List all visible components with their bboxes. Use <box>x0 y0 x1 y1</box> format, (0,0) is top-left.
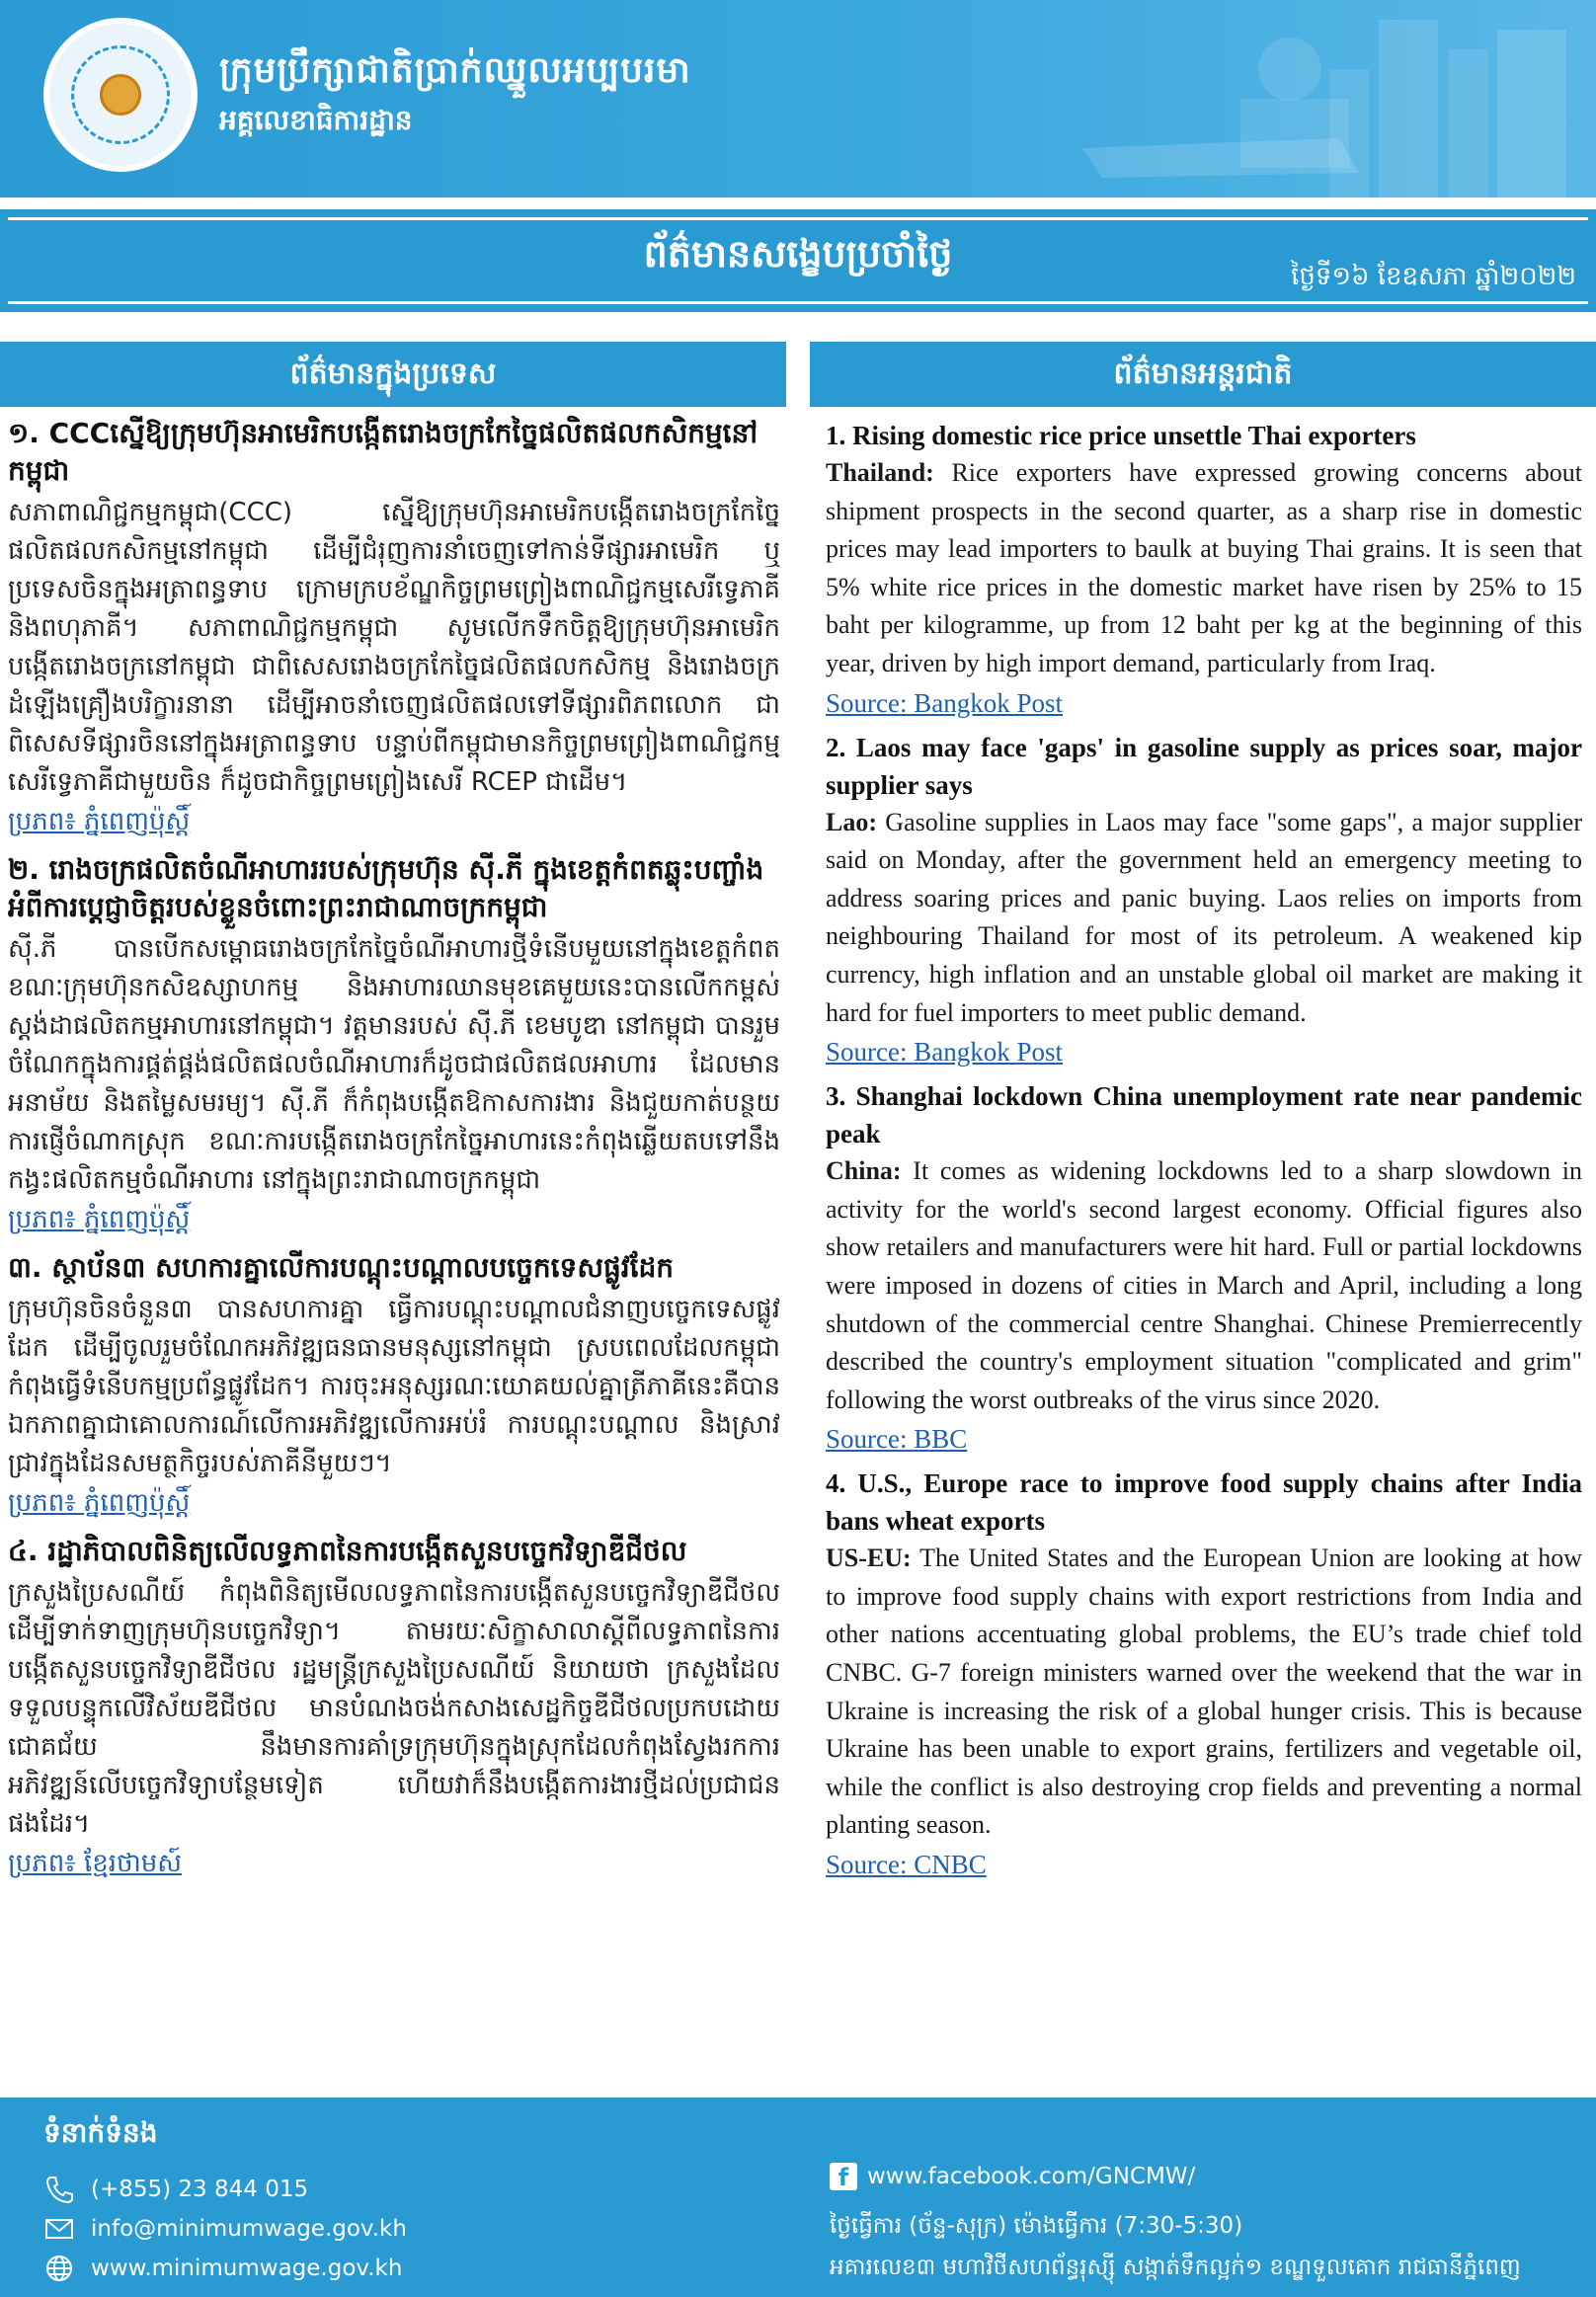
facebook-icon: f <box>830 2163 857 2190</box>
international-article <box>826 729 1582 1072</box>
article-body <box>826 1152 1582 1419</box>
domestic-news-column <box>8 415 780 1893</box>
article-title: ៣. ស្ថាប័ន៣ សហការគ្នាលើការបណ្តុះបណ្តាលបច្ចេកទេសផ្លូវដែក <box>8 1251 675 1284</box>
article-text: Gasoline supplies in Laos may face "some gaps", a major supplier said on Monday, after the government held an emergency meeting to address soaring prices and panic buying. Laos relies on imports from neighbouring Thailand for most of its petroleum. A weakened kip currency, high inflation and an unstable global oil market are making it hard for fuel importers to meet public demand. <box>826 807 1582 1027</box>
phone-icon <box>43 2175 75 2204</box>
international-news-column <box>826 415 1582 1890</box>
article-title: 3. Shanghai lockdown China unemployment rate near pandemic peak <box>826 1081 1582 1149</box>
globe-icon <box>43 2254 75 2283</box>
article-text: It comes as widening lockdowns led to a sharp slowdown in activity for the world's second largest economy. Official figures also show retailers and manufacturers were hit hard. Full or partial lockdowns were imposed in dozens of cities in March and April, including a long shutdown of the commercial centre Shanghai. Chinese Premierrecently described the country's employment situation "complicated and grim" following the worst outbreaks of the virus since 2020. <box>826 1156 1582 1414</box>
article-source-link[interactable]: ប្រភព៖ ភ្នំពេញប៉ុស្តិ៍ <box>8 1205 191 1234</box>
facebook-contact[interactable] <box>830 2163 1195 2190</box>
header <box>0 0 1596 198</box>
article-source-link[interactable]: ប្រភព៖ ខ្មែរថាមស៍ <box>8 1849 182 1878</box>
article-body <box>826 804 1582 1033</box>
article-text: The United States and the European Union are looking at how to improve food supply chains with export restrictions from India and other nations accentuating global problems, the EU’s trade chief told CNBC. G-7 foreign ministers warned over the weekend that the war in Ukraine is increasing the risk of a global hunger crisis. This is because Ukraine has been unable to export grains, fertilizers and vegetable oil, while the conflict is also destroying crop fields and preventing a normal planting season. <box>826 1544 1582 1840</box>
article-title: ១. CCCស្នើឱ្យក្រុមហ៊ុនអាមេរិកបង្កើតរោងចក្រកែច្នៃផលិតផលកសិកម្មនៅកម្ពុជា <box>8 417 758 487</box>
international-article <box>826 417 1582 723</box>
footer <box>0 2098 1596 2297</box>
logo-emblem-icon <box>100 74 141 116</box>
working-hours: ថ្ងៃធ្វើការ (ច័ន្ទ-សុក្រ) ម៉ោងធ្វើការ (7:30-5:30) <box>830 2213 1243 2239</box>
article-source-link[interactable]: Source: CNBC <box>826 1850 987 1880</box>
domestic-article <box>8 851 780 1239</box>
domestic-article <box>8 1533 780 1883</box>
email-icon <box>43 2214 75 2244</box>
article-body <box>826 454 1582 683</box>
email-contact[interactable] <box>43 2214 407 2244</box>
article-text: Rice exporters have expressed growing concerns about shipment prospects in the second quarter, as a sharp rise in domestic prices may lead importers to baulk at buying Thai grains. It is seen that 5% white rice prices in the domestic market have risen by 25% to 15 baht per kilogramme, up from 12 baht per kg at the beginning of this year, driven by high import demand, particularly from Iraq. <box>826 458 1582 677</box>
logo-ring-icon <box>71 45 170 144</box>
country-label: Thailand: <box>826 458 934 487</box>
article-title: ៤. រដ្ឋាភិបាលពិនិត្យលើលទ្ធភាពនៃការបង្កើតសួនបច្ចេកវិទ្យាឌីជីថល <box>8 1535 687 1567</box>
email-address: info@minimumwage.gov.kh <box>91 2216 407 2242</box>
article-source-link[interactable]: Source: Bangkok Post <box>826 1037 1063 1068</box>
skyline-illustration <box>1043 0 1596 198</box>
article-title: ២. រោងចក្រផលិតចំណីអាហាររបស់ក្រុមហ៊ុន ស៊ី.ភី ក្នុងខេត្តកំពតឆ្លុះបញ្ចាំងអំពីការប្តេជ្ញាចិត្តរបស់ខ្លួនចំពោះព្រះរាជាណាចក្រកម្ពុជា <box>8 853 764 923</box>
domestic-article <box>8 1249 780 1523</box>
contact-heading: ទំនាក់ទំនង <box>43 2116 158 2149</box>
international-article <box>826 1077 1582 1459</box>
bulletin-date: ថ្ងៃទី១៦ ខែឧសភា ឆ្នាំ២០២២ <box>1291 262 1576 291</box>
website-contact[interactable] <box>43 2254 402 2283</box>
article-title: 1. Rising domestic rice price unsettle Thai exporters <box>826 421 1416 450</box>
article-body <box>826 1540 1582 1845</box>
organization-subtitle: អគ្គលេខាធិការដ្ឋាន <box>219 104 413 136</box>
facebook-url: www.facebook.com/GNCMW/ <box>867 2164 1196 2189</box>
article-title: 2. Laos may face 'gaps' in gasoline supply as prices soar, major supplier says <box>826 732 1582 800</box>
domestic-article <box>8 415 780 841</box>
international-news-heading: ព័ត៌មានអន្តរជាតិ <box>810 342 1596 407</box>
article-body: ក្រសួងប្រៃសណីយ៍ កំពុងពិនិត្យមើលលទ្ធភាពនៃការបង្កើតសួនបច្ចេកវិទ្យាឌីជីថល ដើម្បីទាក់ទាញក្រុមហ៊ុនបច្ចេកវិទ្យា។ តាមរយៈសិក្ខាសាលាស្តីពីលទ្ធភាពនៃការបង្កើតសួនបច្ចេកវិទ្យាឌីជីថល រដ្ឋមន្ត្រីក្រសួងប្រៃសណីយ៍ និយាយថា ក្រសួងដែលទទួលបន្ទុកលើវិស័យឌីជីថល មានបំណងចង់កសាងសេដ្ឋកិច្ចឌីជីថលប្រកបដោយជោគជ័យ នឹងមានការគាំទ្រក្រុមហ៊ុនក្នុងស្រុកដែលកំពុងស្វែងរកការអភិវឌ្ឍន៍លើបច្ចេកវិទ្យាបន្ថែមទៀត ហើយវាក៏នឹងបង្កើតការងារថ្មីដល់ប្រជាជនផងដែរ។ <box>8 1578 780 1839</box>
article-body: សភាពាណិជ្ជកម្មកម្ពុជា(CCC) ស្នើឱ្យក្រុមហ៊ុនអាមេរិកបង្កើតរោងចក្រកែច្នៃផលិតផលកសិកម្មនៅកម្ពុជា ដើម្បីជំរុញការនាំចេញទៅកាន់ទីផ្សារអាមេរិក ឬប្រទេសចិនក្នុងអត្រាពន្ធទាប ក្រោមក្របខ័ណ្ឌកិច្ចព្រមព្រៀងពាណិជ្ជកម្មសេរីទ្វេភាគី និងពហុភាគី។ សភាពាណិជ្ជកម្មកម្ពុជា សូមលើកទឹកចិត្តឱ្យក្រុមហ៊ុនអាមេរិកបង្កើតរោងចក្រនៅកម្ពុជា ជាពិសេសរោងចក្រកែច្នៃផលិតផលកសិកម្ម និងរោងចក្រដំឡើងគ្រឿងបរិក្ខារនានា ដើម្បីអាចនាំចេញផលិតផលទៅទីផ្សារពិភពលោក ជាពិសេសទីផ្សារចិននៅក្នុងអត្រាពន្ធទាប បន្ទាប់ពីកម្ពុជាមានកិច្ចព្រមព្រៀងពាណិជ្ជកម្មសេរីទ្វេភាគីជាមួយចិន ក៏ដូចជាកិច្ចព្រមព្រៀងសេរី RCEP ជាដើម។ <box>8 498 780 797</box>
phone-number: (+855) 23 844 015 <box>91 2177 309 2202</box>
international-article <box>826 1465 1582 1884</box>
office-address: អគារលេខ៣ មហាវិថីសហព័ន្ធរុស្ស៊ី សង្កាត់ទឹកល្អក់១ ខណ្ឌទួលគោក រាជធានីភ្នំពេញ <box>830 2255 1521 2280</box>
country-label: US-EU: <box>826 1544 912 1573</box>
article-source-link[interactable]: ប្រភព៖ ភ្នំពេញប៉ុស្តិ៍ <box>8 1488 191 1518</box>
organization-logo <box>43 18 198 172</box>
phone-contact[interactable] <box>43 2175 308 2204</box>
article-source-link[interactable]: Source: BBC <box>826 1424 968 1455</box>
country-label: Lao: <box>826 807 877 836</box>
article-source-link[interactable]: ប្រភព៖ ភ្នំពេញប៉ុស្តិ៍ <box>8 807 191 836</box>
article-title: 4. U.S., Europe race to improve food supply chains after India bans wheat exports <box>826 1468 1582 1537</box>
title-banner <box>0 209 1596 312</box>
article-source-link[interactable]: Source: Bangkok Post <box>826 687 1063 718</box>
domestic-news-heading: ព័ត៌មានក្នុងប្រទេស <box>0 342 786 407</box>
country-label: China: <box>826 1156 902 1186</box>
article-body: ស៊ី.ភី បានបើកសម្ពោធរោងចក្រកែច្នៃចំណីអាហារថ្មីទំនើបមួយនៅក្នុងខេត្តកំពត ខណៈក្រុមហ៊ុនកសិឧស្សាហកម្ម និងអាហារឈានមុខគេមួយនេះបានលើកកម្ពស់ស្តង់ដាផលិតកម្មអាហារនៅកម្ពុជា។ វត្តមានរបស់ ស៊ី.ភី ខេមបូឌា នៅកម្ពុជា បានរួមចំណែកក្នុងការផ្គត់ផ្គង់ផលិតផលចំណីអាហារក៏ដូចជាផលិតផលអាហារ ដែលមានអនាម័យ និងតម្លៃសមរម្យ។ ស៊ី.ភី ក៏កំពុងបង្កើតឱកាសការងារ និងជួយកាត់បន្ថយការផ្ញើចំណាកស្រុក ខណៈការបង្កើតរោងចក្រកែច្នៃអាហារនេះកំពុងឆ្លើយតបទៅនឹងកង្វះផលិតកម្មចំណីអាហារ នៅក្នុងព្រះរាជាណាចក្រកម្ពុជា <box>8 934 780 1195</box>
bulletin-title: ព័ត៌មានសង្ខេបប្រចាំថ្ងៃ <box>643 232 953 276</box>
organization-title: ក្រុមប្រឹក្សាជាតិប្រាក់ឈ្នួលអប្បបរមា <box>219 50 691 91</box>
article-body: ក្រុមហ៊ុនចិនចំនួន៣ បានសហការគ្នា ធ្វើការបណ្តុះបណ្តាលជំនាញបច្ចេកទេសផ្លូវដែក ដើម្បីចូលរួមចំណែកអភិវឌ្ឍធនធានមនុស្សនៅកម្ពុជា ស្របពេលដែលកម្ពុជាកំពុងធ្វើទំនើបកម្មប្រព័ន្ធផ្លូវដែក។ ការចុះអនុស្សរណៈយោគយល់គ្នាត្រីភាគីនេះគឺបានឯកភាពគ្នាជាគោលការណ៍លើការអភិវឌ្ឍលើការអប់រំ ការបណ្តុះបណ្តាល និងស្រាវជ្រាវក្នុងដែនសមត្ថកិច្ចរបស់ភាគីនីមួយៗ។ <box>8 1295 780 1478</box>
website-url: www.minimumwage.gov.kh <box>91 2256 403 2281</box>
title-banner-frame <box>8 217 1588 304</box>
